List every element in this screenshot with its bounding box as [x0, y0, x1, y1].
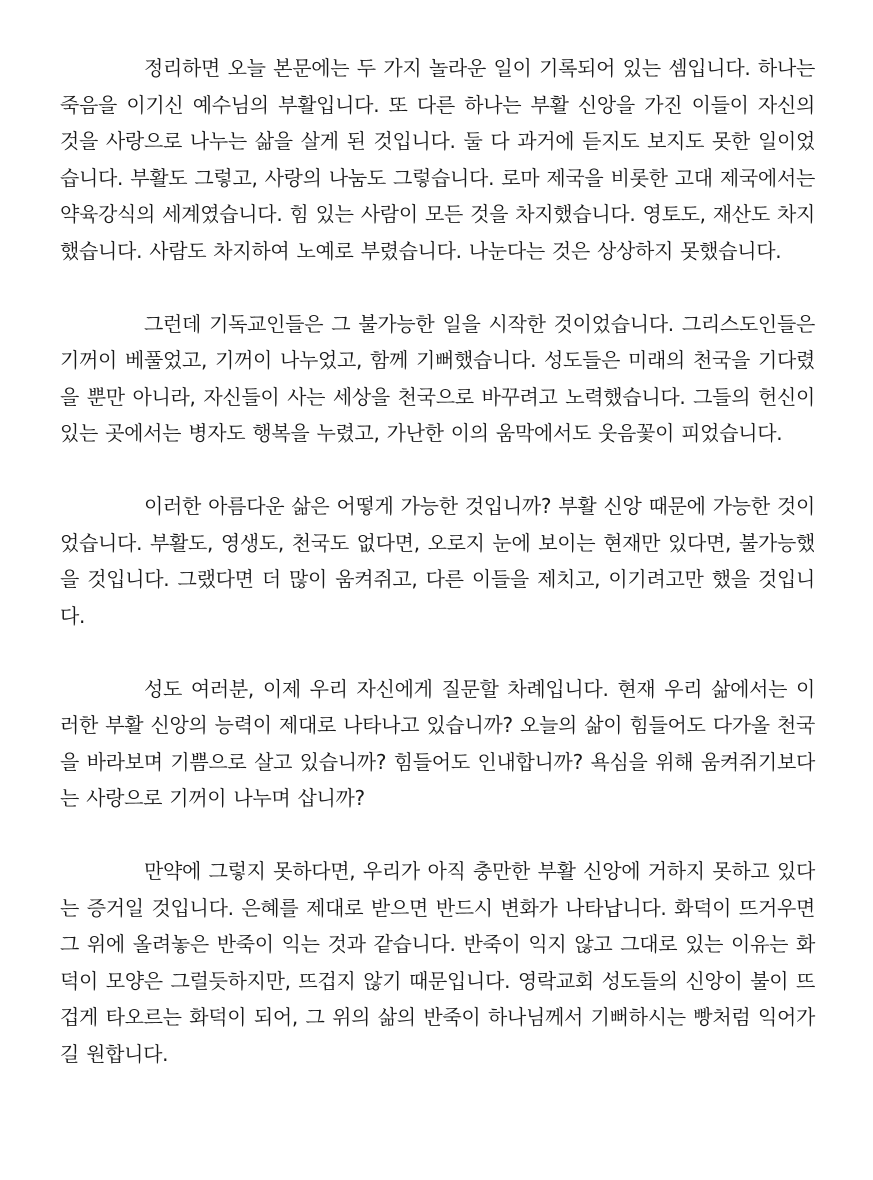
paragraph-oven-metaphor: 만약에 그렇지 못하다면, 우리가 아직 충만한 부활 신앙에 거하지 못하고 있다는 증거일 것입니다. 은혜를 제대로 받으면 반드시 변화가 나타납니다. 화덕이 뜨거우면 그 위에 올려놓은 반죽이 익는 것과 같습니다. 반죽이 익지 않고 그대로 있는 이유는 화덕이 모양은 그럴듯하지만, 뜨겁지 않기 때문입니다. 영락교회 성도들의 신앙이 불이 뜨겁게 타오르는 화덕이 되어, 그 위의 삶의 반죽이 하나님께서 기뻐하시는 빵처럼 익어가길 원합니다. [60, 859, 815, 1066]
paragraph-summary: 정리하면 오늘 본문에는 두 가지 놀라운 일이 기록되어 있는 셈입니다. 하나는 죽음을 이기신 예수님의 부활입니다. 또 다른 하나는 부활 신앙을 가진 이들이 자신의 것을 사랑으로 나누는 삶을 살게 된 것입니다. 둘 다 과거에 듣지도 보지도 못한 일이었습니다. 부활도 그렇고, 사랑의 나눔도 그렇습니다. 로마 제국을 비롯한 고대 제국에서는 약육강식의 세계였습니다. 힘 있는 사람이 모든 것을 차지했습니다. 영토도, 재산도 차지했습니다. 사람도 차지하여 노예로 부렸습니다. 나눈다는 것은 상상하지 못했습니다. [60, 56, 815, 263]
sermon-text-page [60, 50, 815, 1072]
paragraph-resurrection-faith: 이러한 아름다운 삶은 어떻게 가능한 것입니까? 부활 신앙 때문에 가능한 것이었습니다. 부활도, 영생도, 천국도 없다면, 오로지 눈에 보이는 현재만 있다면, 불가능했을 것입니다. 그랬다면 더 많이 움켜쥐고, 다른 이들을 제치고, 이기려고만 했을 것입니다. [60, 494, 815, 628]
paragraph-christians-sharing: 그런데 기독교인들은 그 불가능한 일을 시작한 것이었습니다. 그리스도인들은 기꺼이 베풀었고, 기꺼이 나누었고, 함께 기뻐했습니다. 성도들은 미래의 천국을 기다렸을 뿐만 아니라, 자신들이 사는 세상을 천국으로 바꾸려고 노력했습니다. 그들의 헌신이 있는 곳에서는 병자도 행복을 누렸고, 가난한 이의 움막에서도 웃음꽃이 피었습니다. [60, 311, 815, 445]
paragraph-self-examination: 성도 여러분, 이제 우리 자신에게 질문할 차례입니다. 현재 우리 삶에서는 이러한 부활 신앙의 능력이 제대로 나타나고 있습니까? 오늘의 삶이 힘들어도 다가올 천국을 바라보며 기쁨으로 살고 있습니까? 힘들어도 인내합니까? 욕심을 위해 움켜쥐기보다는 사랑으로 기꺼이 나누며 삽니까? [60, 676, 815, 810]
